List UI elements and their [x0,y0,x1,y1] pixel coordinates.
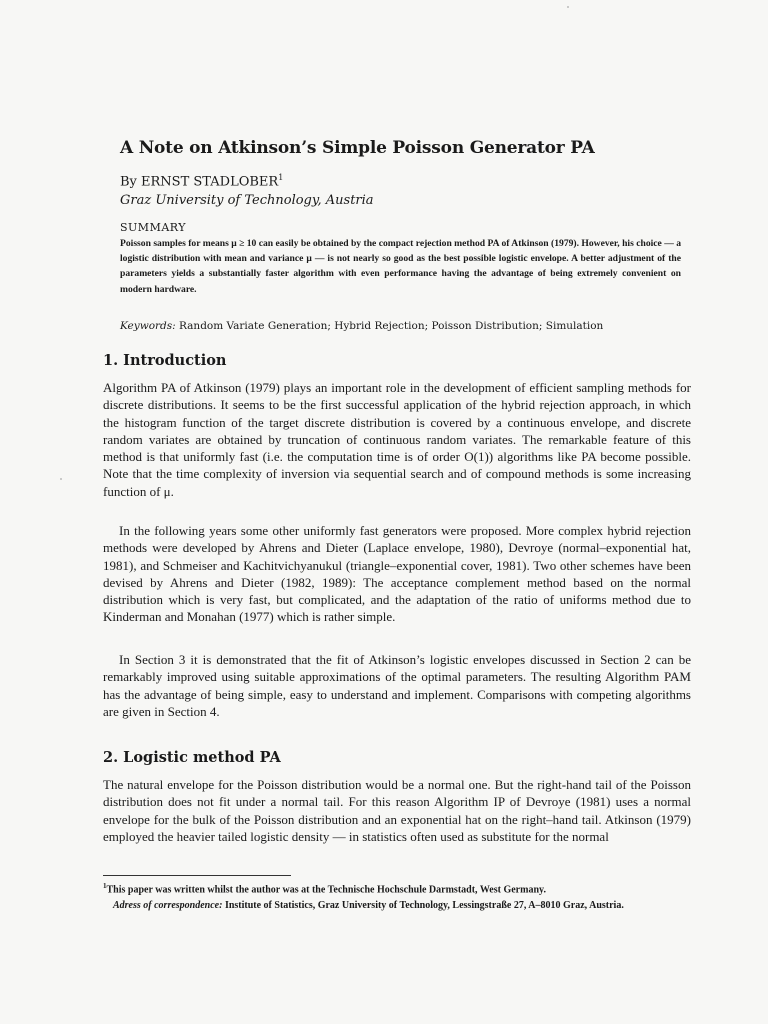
section-1-paragraph-2: In the following years some other uniformly fast generators were proposed. More complex hybrid rejection methods were developed by Ahrens and Dieter (Laplace envelope, 1980), Devroye (normal–exponential hat, 1981), and Schmeiser and Kachitvichyanukul (triangle–exponential cover, 1981). Two other schemes have been devised by Ahrens and Dieter (1982, 1989): The acceptance complement method based on the normal distribution which is very fast, but complicated, and the adaptation of the ratio of uniforms method due to Kinderman and Monahan (1977) which is rather simple. [103,523,691,625]
keywords-text: Random Variate Generation; Hybrid Rejection; Poisson Distribution; Simulation [175,320,604,332]
author-name: ERNST STADLOBER [141,174,279,190]
summary-text: Poisson samples for means μ ≥ 10 can easily be obtained by the compact rejection method PA of Atkinson (1979). However, his choice — a logistic distribution with mean and variance μ — is not nearly so good as the best possible logistic envelope. A better adjustment of the parameters yields a substantially faster algorithm with even performance having the advantage of being extremely convenient on modern hardware. [120,238,681,295]
author-footnote-mark: 1 [278,173,284,182]
section-1-paragraph-1: Algorithm PA of Atkinson (1979) plays an important role in the development of efficient sampling methods for discrete distributions. It seems to be the first successful application of the hybrid rejection approach, in which the histogram function of the target discrete distribution is covered by a continuous envelope, and discrete random variates are obtained by truncation of continuous random variates. The remarkable feature of this method is that uniformly fast (i.e. the computation time is of order O(1)) algorithms like PA become possible. Note that the time complexity of inversion via sequential search and of compound methods is some increasing function of μ. [103,380,691,499]
section-1-heading: 1. Introduction [103,352,227,369]
scan-speck [60,478,62,480]
paper-title: A Note on Atkinson’s Simple Poisson Generator PA [120,138,595,158]
author-line [120,173,283,189]
section-2-heading: 2. Logistic method PA [103,749,281,766]
author-prefix: By [120,174,142,190]
scan-speck [567,6,569,8]
footnote-address-text: Institute of Statistics, Graz University of Technology, Lessingstraße 27, A–8010 Graz, Austria. [222,899,624,911]
keywords [120,320,690,332]
footnote-address [103,898,695,914]
section-2-paragraph-1: The natural envelope for the Poisson distribution would be a normal one. But the right-hand tail of the Poisson distribution does not fit under a normal tail. For this reason Algorithm IP of Devroye (1981) uses a normal envelope for the bulk of the Poisson distribution and an exponential hat on the right–hand tail. Atkinson (1979) employed the heavier tailed logistic density — in statistics often used as substitute for the normal [103,777,691,844]
footnote-mark: 1 [103,882,107,890]
keywords-label: Keywords: [120,320,176,332]
footnote-rule [103,875,291,876]
footnote-address-label: Adress of correspondence: [113,899,223,911]
section-1-paragraph-3: In Section 3 it is demonstrated that the fit of Atkinson’s logistic envelopes discussed in Section 2 can be remarkably improved using suitable approximations of the optimal parameters. The resulting Algorithm PAM has the advantage of being simple, easy to understand and implement. Comparisons with competing algorithms are given in Section 4. [103,652,691,719]
summary-heading: SUMMARY [120,221,186,234]
affiliation: Graz University of Technology, Austria [120,193,374,208]
footnote [103,879,695,913]
footnote-line-1: This paper was written whilst the author was at the Technische Hochschule Darmstadt, West Germany. [106,884,546,896]
